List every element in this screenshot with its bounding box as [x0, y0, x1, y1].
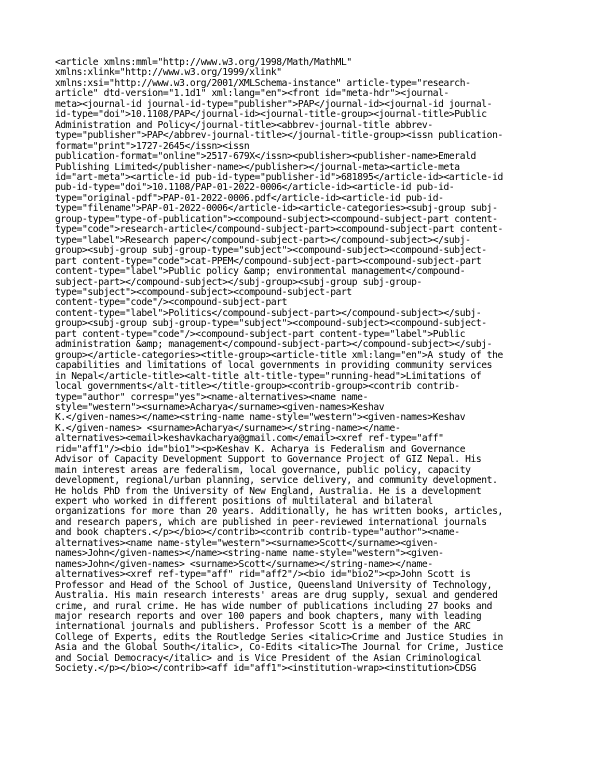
- code-line: capabilities and limitations of local governments in providing community services: [55, 360, 493, 372]
- code-line: He holds PhD from the University of New England, Australia. He is a development: [55, 485, 482, 497]
- code-line: Australia. His main research interests' areas are drug supply, sexual and gendered: [55, 590, 498, 602]
- code-line: names>John</given-names></name><string-name name-style="western"><given-: [55, 548, 444, 560]
- code-line: group><subj-group subj-group-type="subject"><compound-subject><compound-subject-: [55, 318, 487, 330]
- code-line: administration &amp; management</compound-subject-part></compound-subject></subj-: [55, 339, 493, 351]
- code-line: major research reports and over 100 papers and book chapters, many with leading: [55, 611, 482, 623]
- code-line: College of Experts, edits the Routledge Series <italic>Crime and Justice Studies in: [55, 631, 503, 643]
- code-line: alternatives><xref ref-type="aff" rid="aff2"/><bio id="bio2"><p>John Scott is: [55, 569, 471, 581]
- code-line: rid="aff1"/><bio id="bio1"><p>Keshav K. Acharya is Federalism and Governance: [55, 443, 466, 455]
- code-line: and research papers, which are published in peer-reviewed international journals: [55, 516, 487, 528]
- code-line: alternatives><name name-style="western"><surname>Scott</surname><given-: [55, 537, 439, 549]
- code-line: type="publisher">PAP</abbrev-journal-title></journal-title-group><issn publication-: [55, 130, 503, 142]
- code-line: content-type="label">Politics</compound-subject-part></compound-subject></subj-: [55, 307, 482, 319]
- code-line: and Social Democracy</italic> and is Vice President of the Asian Criminological: [55, 652, 482, 664]
- code-line: xmlns:xlink="http://www.w3.org/1999/xlink": [55, 67, 282, 79]
- code-line: type="original-pdf">PAP-01-2022-0006.pdf</article-id><article-id pub-id-: [55, 192, 444, 204]
- code-line: names>John</given-names> <surname>Scott</surname></string-name></name-: [55, 558, 433, 570]
- code-line: subject-part></compound-subject></subj-group><subj-group subj-group-: [55, 276, 422, 288]
- code-line: organizations for more than 20 years. Additionally, he has written books, articles,: [55, 506, 503, 518]
- code-line: type="subject"><compound-subject><compound-subject-part: [55, 286, 352, 298]
- code-line: K.</given-names></name><string-name name-style="western"><given-names>Keshav: [55, 412, 466, 424]
- code-line: Advisor of Capacity Development Support to Governance Project of GIZ Nepal. His: [55, 454, 482, 466]
- code-line: and book chapters.</p></bio></contrib><contrib contrib-type="author"><name-: [55, 527, 460, 539]
- code-line: content-type="label">Public policy &amp; environmental management</compound-: [55, 266, 466, 278]
- code-line: type="code">research-article</compound-subject-part><compound-subject-part content-: [55, 224, 503, 236]
- code-line: in Nepal</article-title><alt-title alt-title-type="running-head">Limitations of: [55, 370, 482, 382]
- code-line: type="label">Research paper</compound-subject-part></compound-subject></subj-: [55, 234, 471, 246]
- code-line: international journals and publishers. Professor Scott is a member of the ARC: [55, 621, 471, 633]
- code-line: group><subj-group subj-group-type="subject"><compound-subject><compound-subject-: [55, 245, 487, 257]
- code-line: K.</given-names> <surname>Acharya</surname></string-name></name-: [55, 422, 401, 434]
- code-line: expert who worked in different positions of multilateral and bilateral: [55, 496, 433, 508]
- code-line: content-type="code"/><compound-subject-part: [55, 297, 288, 309]
- code-line: Asia and the Global South</italic>, Co-Edits <italic>The Journal for Crime, Justice: [55, 642, 503, 654]
- code-line: type="author" corresp="yes"><name-alternatives><name name-: [55, 391, 368, 403]
- code-line: group></article-categories><title-group><article-title xml:lang="en">A study of the: [55, 349, 503, 361]
- code-line: format="print">1727-2645</issn><issn: [55, 140, 250, 152]
- code-line: Publishing Limited</publisher-name></publisher></journal-meta><article-meta: [55, 161, 460, 173]
- code-line: alternatives><email>keshavkacharya@gmail.com</email><xref ref-type="aff": [55, 433, 444, 445]
- code-line: meta><journal-id journal-id-type="publisher">PAP</journal-id><journal-id journal-: [55, 98, 493, 110]
- code-line: xmlns:xsi="http://www.w3.org/2001/XMLSchema-instance" article-type="research-: [55, 77, 471, 89]
- code-line: id-type="doi">10.1108/PAP</journal-id><journal-title-group><journal-title>Public: [55, 109, 487, 121]
- code-line: article" dtd-version="1.1d1" xml:lang="en"><front id="meta-hdr"><journal-: [55, 88, 449, 100]
- code-line: style="western"><surname>Acharya</surname><given-names>Keshav: [55, 401, 385, 413]
- code-line: part content-type="code">cat-PPEM</compound-subject-part><compound-subject-part: [55, 255, 482, 267]
- code-line: part content-type="code"/><compound-subject-part content-type="label">Public: [55, 328, 466, 340]
- code-line: Society.</p></bio></contrib><aff id="aff1"><institution-wrap><institution>CDSG: [55, 663, 476, 675]
- code-line: <article xmlns:mml="http://www.w3.org/1998/Math/MathML": [55, 57, 352, 68]
- code-line: Administration and Policy</journal-title><abbrev-journal-title abbrev-: [55, 119, 433, 131]
- xml-source-text: [55, 58, 560, 675]
- code-line: publication-format="online">2517-679X</issn><publisher><publisher-name>Emerald: [55, 151, 476, 163]
- code-line: main interest areas are federalism, local governance, public policy, capacity: [55, 464, 471, 476]
- code-line: group-type="type-of-publication"><compound-subject><compound-subject-part content-: [55, 213, 498, 225]
- code-line: id="art-meta"><article-id pub-id-type="publisher-id">681895</article-id><article-id: [55, 171, 503, 183]
- code-line: development, regional/urban planning, service delivery, and community development.: [55, 475, 498, 487]
- code-line: Professor and Head of the School of Justice, Queensland University of Technology,: [55, 579, 493, 591]
- code-line: crime, and rural crime. He has wide number of publications including 27 books and: [55, 600, 493, 612]
- code-line: type="filename">PAP-01-2022-0006</article-id><article-categories><subj-group subj-: [55, 203, 498, 215]
- code-line: local governments</alt-title></title-group><contrib-group><contrib contrib-: [55, 381, 460, 393]
- code-line: pub-id-type="doi">10.1108/PAP-01-2022-0006</article-id><article-id pub-id-: [55, 182, 455, 194]
